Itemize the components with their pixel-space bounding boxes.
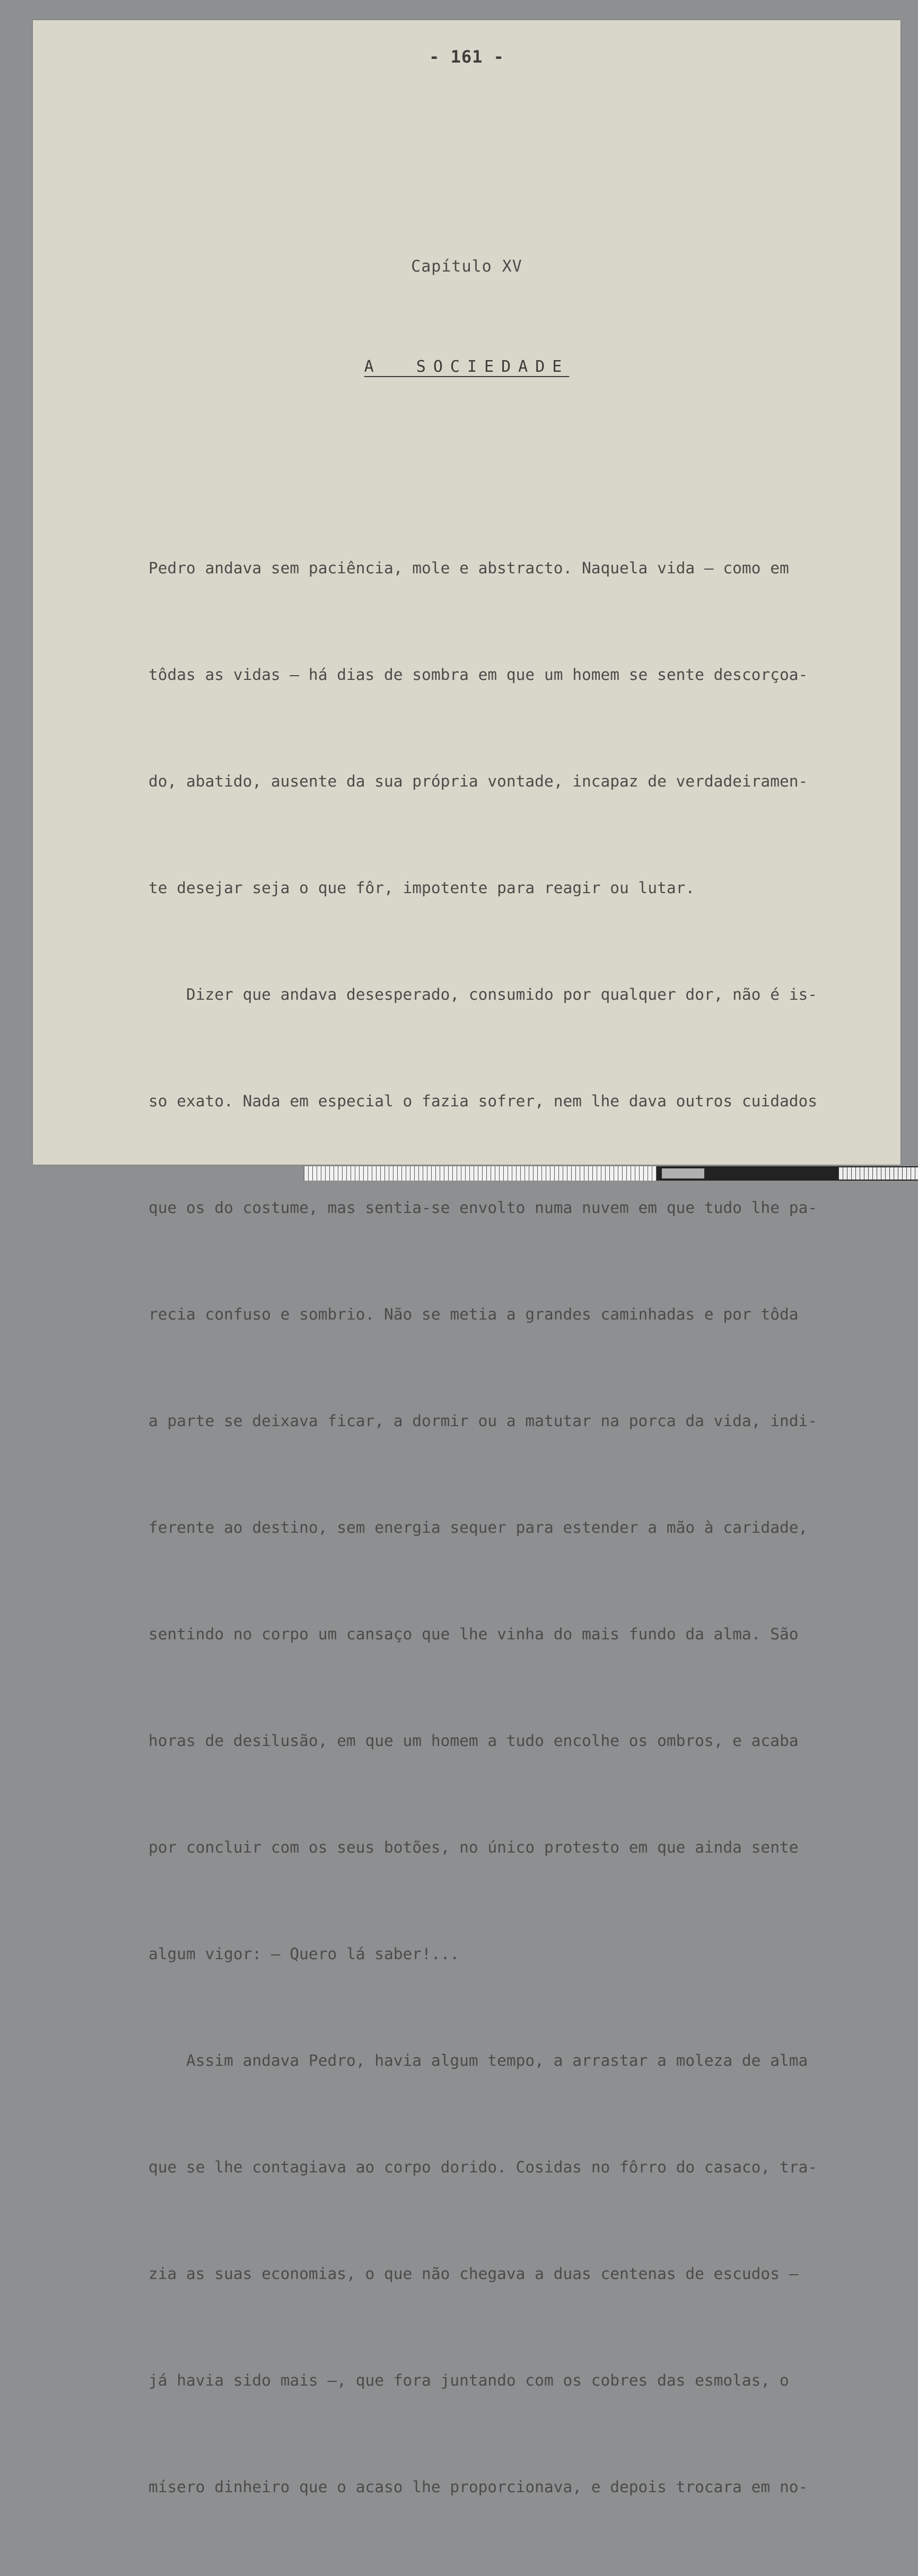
text-line: que os do costume, mas sentia-se envolto numa nuvem em que tudo lhe pa-	[148, 1199, 817, 1217]
text-line: do, abatido, ausente da sua própria vontade, incapaz de verdadeiramen-	[148, 772, 808, 790]
text-line: que se lhe contagiava ao corpo dorido. Cosidas no fôrro do casaco, tra-	[148, 2158, 817, 2176]
text-line: a parte se deixava ficar, a dormir ou a matutar na porca da vida, indi-	[148, 1412, 817, 1430]
text-line: zia as suas economias, o que não chegava a duas centenas de escudos —	[148, 2265, 799, 2283]
text-line: Assim andava Pedro, havia algum tempo, a arrastar a moleza de alma	[148, 2051, 808, 2069]
ruler-ticks-right	[838, 1167, 918, 1180]
chapter-title: A SOCIEDADE	[364, 357, 570, 376]
page-number: - 161 -	[429, 47, 504, 67]
chapter-heading: Capítulo XV	[411, 257, 522, 276]
text-line: te desejar seja o que fôr, impotente para reagir ou lutar.	[148, 879, 695, 897]
text-line: sentindo no corpo um cansaço que lhe vinha do mais fundo da alma. São	[148, 1625, 799, 1643]
text-line: algum vigor: — Quero lá saber!...	[148, 1945, 460, 1963]
text-line: so exato. Nada em especial o fazia sofrer, nem lhe dava outros cuidados	[148, 1092, 817, 1110]
text-line: já havia sido mais —, que fora juntando com os cobres das esmolas, o	[148, 2371, 789, 2389]
text-line: tôdas as vidas — há dias de sombra em que um homem se sente descorçoa-	[148, 666, 808, 684]
text-line: Dizer que andava desesperado, consumido por qualquer dor, não é is-	[148, 985, 817, 1003]
text-line: por concluir com os seus botões, no único protesto em que ainda sente	[148, 1838, 799, 1856]
text-line: Pedro andava sem paciência, mole e abstracto. Naquela vida — como em	[148, 559, 789, 577]
text-line: mísero dinheiro que o acaso lhe proporcionava, e depois trocara em no-	[148, 2478, 808, 2496]
ruler-gray-patch	[662, 1168, 704, 1178]
body-text	[148, 479, 897, 2576]
scale-ruler	[304, 1166, 918, 1181]
text-line: ferente ao destino, sem energia sequer para estender a mão à caridade,	[148, 1518, 808, 1536]
text-line: recia confuso e sombrio. Não se metia a grandes caminhadas e por tôda	[148, 1305, 799, 1323]
typewritten-page	[33, 20, 900, 2496]
ruler-ticks-light	[304, 1166, 657, 1181]
text-line: horas de desilusão, em que um homem a tudo encolhe os ombros, e acaba	[148, 1732, 799, 1750]
